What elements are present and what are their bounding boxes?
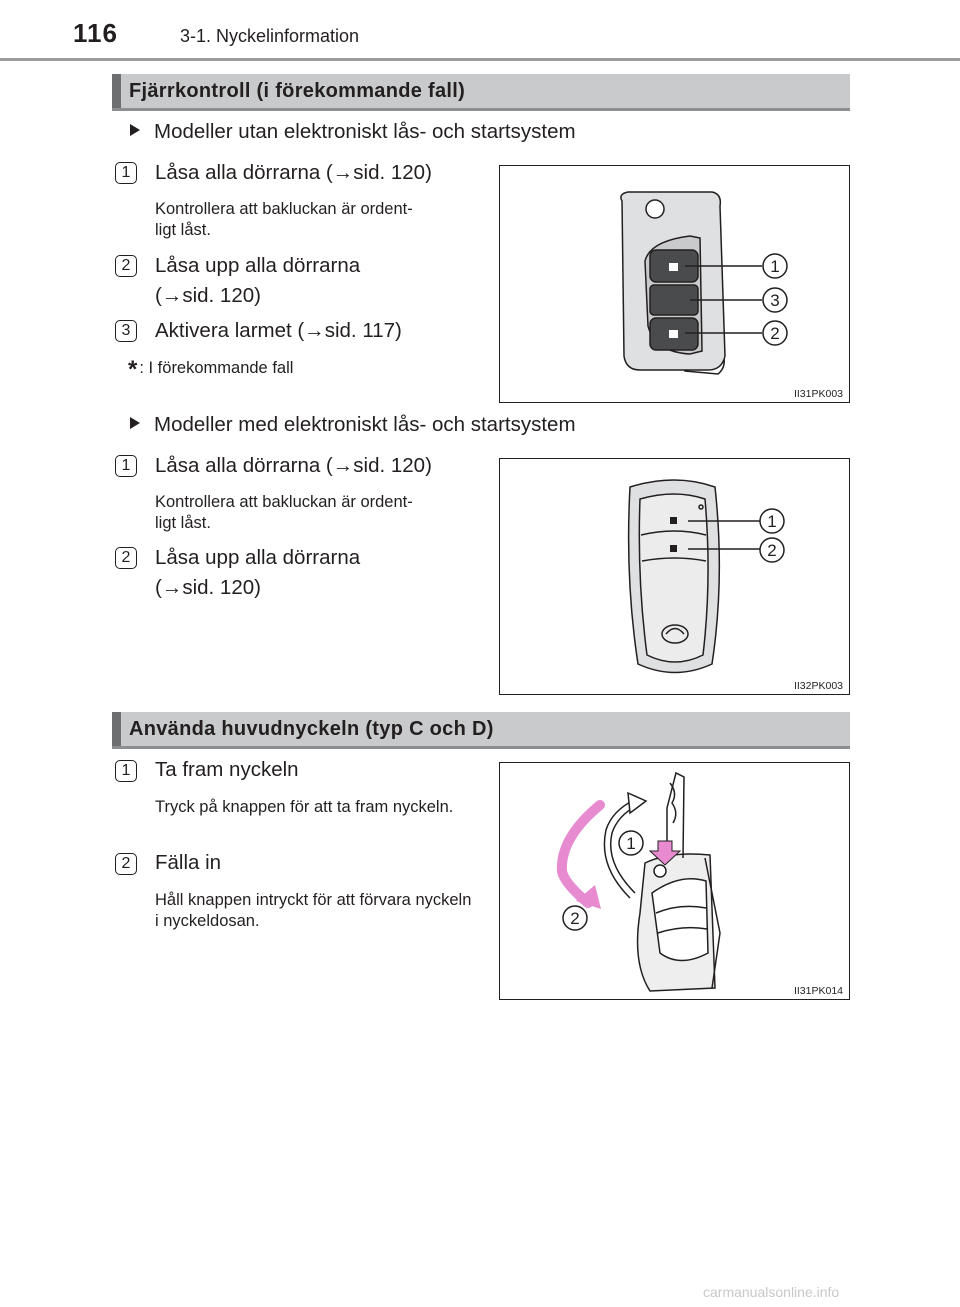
figure-code: II31PK003 [793, 388, 843, 400]
figure-smart-key [499, 458, 850, 695]
callout-number: 2 [570, 909, 580, 928]
item-fold-in: Fälla in [155, 851, 222, 874]
item-take-out-key: Ta fram nyckeln [155, 758, 299, 781]
figure-flip-remote [499, 165, 850, 403]
subheading-text: Modeller utan elektroniskt lås- och startsystem [154, 120, 576, 143]
item-number-badge: 1 [115, 760, 137, 782]
section-heading-remote [112, 74, 850, 111]
chapter-title: 3-1. Nyckelinformation [180, 26, 360, 46]
item-number-badge: 1 [115, 455, 137, 477]
section-title: Fjärrkontroll (i förekommande fall) [129, 80, 466, 102]
folding-key-illustration [500, 763, 849, 999]
item-line: (→sid. 120) [155, 284, 261, 307]
item-number-badge: 2 [115, 853, 137, 875]
item-line: Låsa upp alla dörrarna [155, 546, 361, 569]
item-note [155, 199, 477, 241]
section-heading-master-key [112, 712, 850, 749]
item-note: Tryck på knappen för att ta fram nyckeln. [155, 798, 454, 816]
subheading-text: Modeller med elektroniskt lås- och startsystem [154, 413, 576, 436]
item-number-badge: 1 [115, 162, 137, 184]
note-line: Kontrollera att bakluckan är ordent- [155, 200, 413, 218]
callout-number: 2 [767, 541, 777, 560]
section-title: Använda huvudnyckeln (typ C och D) [129, 718, 494, 740]
figure-code: II32PK003 [793, 680, 843, 692]
item-line: (→sid. 120) [155, 576, 261, 599]
page-number: 116 [73, 18, 118, 48]
flip-remote-illustration [500, 166, 849, 402]
footnote [128, 356, 293, 384]
item-lock-all-doors: Låsa alla dörrarna (→sid. 120) [155, 454, 432, 477]
item-activate-alarm: Aktivera larmet (→sid. 117) [155, 319, 402, 342]
item-note [155, 492, 477, 534]
callout-number: 3 [770, 291, 780, 310]
footnote-text: : I förekommande fall [139, 359, 294, 377]
callout-number: 1 [767, 512, 777, 531]
figure-folding-key [499, 762, 850, 1000]
subheading-with-smart-key [130, 413, 576, 437]
callout-number: 1 [626, 834, 636, 853]
item-number-badge: 2 [115, 255, 137, 277]
note-line: ligt låst. [155, 514, 211, 532]
note-line: ligt låst. [155, 221, 211, 239]
note-line: Kontrollera att bakluckan är ordent- [155, 493, 413, 511]
triangle-bullet-icon [130, 124, 140, 136]
item-number-badge: 3 [115, 320, 137, 342]
watermark: carmanualsonline.info [703, 1284, 840, 1300]
item-unlock-all-doors [155, 543, 360, 603]
subheading-without-smart-key [130, 120, 576, 144]
header-divider [0, 58, 960, 61]
footnote-mark: * [128, 356, 138, 383]
item-unlock-all-doors [155, 251, 360, 311]
callout-number: 2 [770, 324, 780, 343]
item-lock-all-doors: Låsa alla dörrarna (→sid. 120) [155, 161, 432, 184]
triangle-bullet-icon [130, 417, 140, 429]
item-line: Låsa upp alla dörrarna [155, 254, 361, 277]
item-note: Håll knappen intryckt för att förvara nyckeln i nyckeldosan. [155, 891, 472, 930]
figure-code: II31PK014 [793, 985, 843, 997]
callout-number: 1 [770, 257, 780, 276]
item-number-badge: 2 [115, 547, 137, 569]
smart-key-illustration [500, 459, 849, 694]
